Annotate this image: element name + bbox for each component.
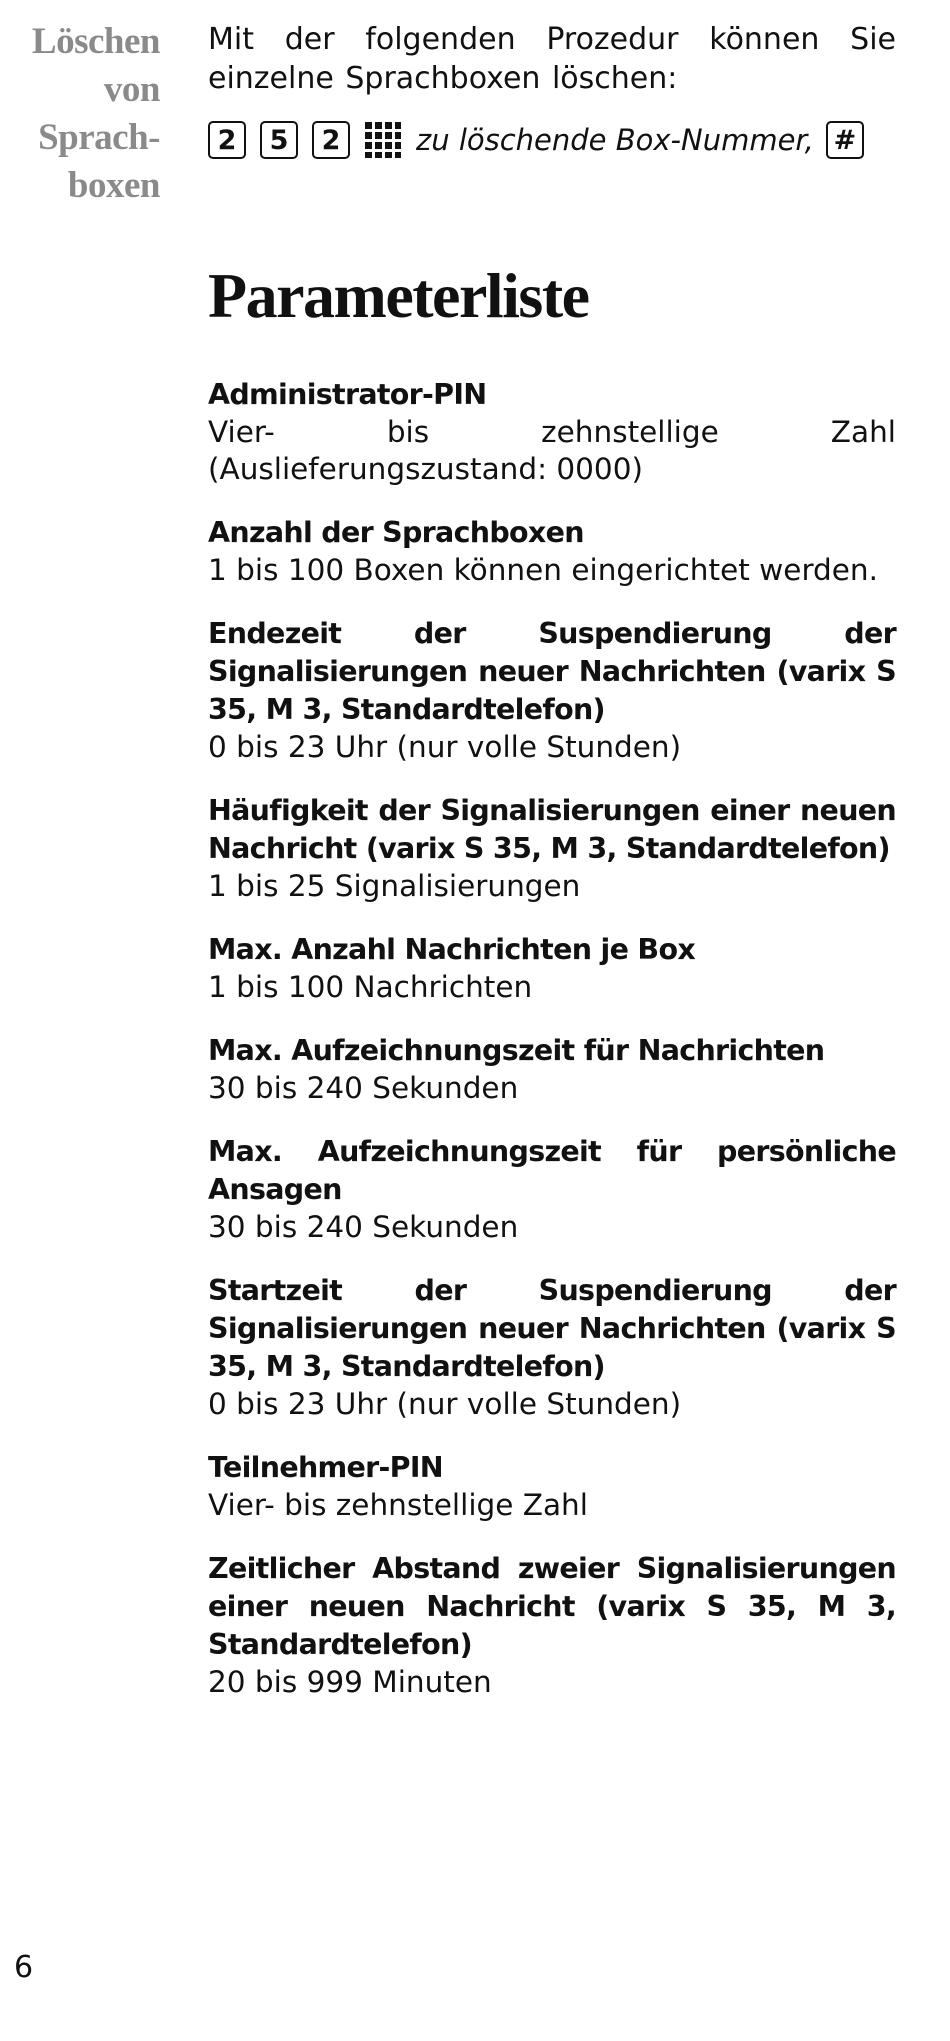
parameter-name: Anzahl der Sprachboxen <box>208 516 584 549</box>
parameter-name: Teilnehmer-PIN <box>208 1451 443 1484</box>
parameter-item <box>208 1272 896 1423</box>
box-number-instruction: zu löschende Box-Nummer, <box>416 123 814 157</box>
parameter-name: Startzeit der Suspendierung der Signalisierungen neuer Nachrichten (varix S 35, M 3, Standardtelefon) <box>208 1274 896 1383</box>
parameter-item <box>208 1449 896 1524</box>
hash-key: # <box>826 121 864 159</box>
side-heading <box>20 18 160 210</box>
parameter-value: 1 bis 25 Signalisierungen <box>208 869 581 903</box>
key-sequence <box>208 118 896 162</box>
parameter-value: 30 bis 240 Sekunden <box>208 1071 519 1105</box>
parameter-value: 1 bis 100 Boxen können eingerichtet werden. <box>208 553 879 587</box>
main-content <box>208 20 896 1727</box>
intro-text: Mit der folgenden Prozedur können Sie einzelne Sprachboxen löschen: <box>208 22 896 96</box>
parameter-value: 20 bis 999 Minuten <box>208 1665 492 1699</box>
parameter-name: Max. Aufzeichnungszeit für persönliche Ansagen <box>208 1135 896 1206</box>
parameter-item <box>208 514 896 589</box>
parameter-item <box>208 1550 896 1701</box>
parameter-item <box>208 1133 896 1246</box>
parameter-item <box>208 792 896 905</box>
parameter-item <box>208 1032 896 1107</box>
side-heading-line: boxen <box>67 165 160 206</box>
parameter-name: Max. Aufzeichnungszeit für Nachrichten <box>208 1034 825 1067</box>
side-heading-line: von <box>103 69 160 110</box>
key-5: 5 <box>260 121 298 159</box>
parameter-value: 1 bis 100 Nachrichten <box>208 970 533 1004</box>
parameter-name: Administrator-PIN <box>208 378 487 411</box>
parameter-value: Vier- bis zehnstellige Zahl (Auslieferungszustand: 0000) <box>208 415 896 486</box>
parameter-item <box>208 931 896 1006</box>
side-heading-line: Löschen <box>31 21 160 62</box>
page-number: 6 <box>14 1950 34 1985</box>
parameter-value: 30 bis 240 Sekunden <box>208 1210 519 1244</box>
parameter-item <box>208 376 896 488</box>
parameter-value: Vier- bis zehnstellige Zahl <box>208 1488 588 1522</box>
parameter-value: 0 bis 23 Uhr (nur volle Stunden) <box>208 1387 682 1421</box>
parameter-list <box>208 376 896 1701</box>
side-heading-line: Sprach- <box>38 117 160 158</box>
parameter-name: Endezeit der Suspendierung der Signalisierungen neuer Nachrichten (varix S 35, M 3, Standardtelefon) <box>208 617 896 726</box>
parameter-name: Max. Anzahl Nachrichten je Box <box>208 933 696 966</box>
section-title: Parameterliste <box>208 260 589 331</box>
keypad-grid-icon <box>364 121 402 159</box>
key-2: 2 <box>312 121 350 159</box>
key-2: 2 <box>208 121 246 159</box>
parameter-name: Zeitlicher Abstand zweier Signalisierungen einer neuen Nachricht (varix S 35, M 3, Standardtelefon) <box>208 1552 896 1661</box>
parameter-item <box>208 615 896 766</box>
parameter-value: 0 bis 23 Uhr (nur volle Stunden) <box>208 730 682 764</box>
parameter-name: Häufigkeit der Signalisierungen einer neuen Nachricht (varix S 35, M 3, Standardtelefon) <box>208 794 896 865</box>
